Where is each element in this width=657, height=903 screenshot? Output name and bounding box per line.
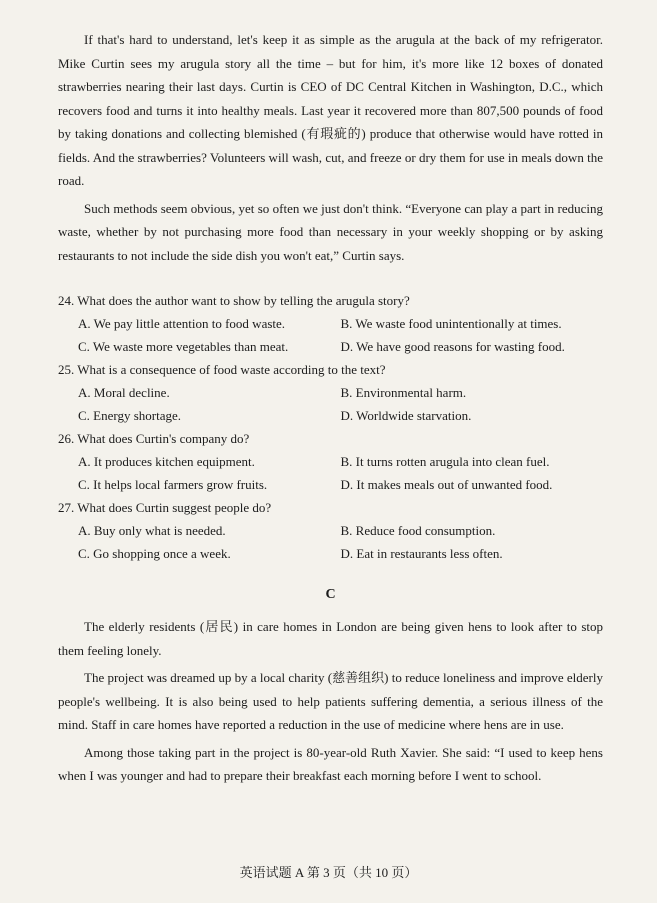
questions-block	[58, 289, 603, 565]
option-b: B. We waste food unintentionally at times.	[340, 316, 562, 331]
option-row	[58, 450, 603, 473]
option-d: D. We have good reasons for wasting food.	[340, 339, 565, 354]
option-d: D. Worldwide starvation.	[340, 408, 472, 423]
question-26	[58, 427, 603, 496]
option-row	[58, 381, 603, 404]
page-content	[58, 28, 603, 792]
passage-paragraph: Such methods seem obvious, yet so often we just don't think. “Everyone can play a part in reducing waste, whether by not purchasing more food than necessary in your weekly shopping or by asking restaurants to not include the side dish you won't eat,” Curtin says.	[58, 200, 603, 263]
option-b: B. Reduce food consumption.	[340, 523, 496, 538]
option-row	[58, 404, 603, 427]
option-c: C. We waste more vegetables than meat.	[78, 339, 289, 354]
option-a: A. We pay little attention to food waste.	[78, 316, 286, 331]
section-heading: C	[325, 587, 336, 602]
option-row	[58, 542, 603, 565]
option-row	[58, 519, 603, 542]
question-25	[58, 358, 603, 427]
option-a: A. Buy only what is needed.	[78, 523, 226, 538]
question-27	[58, 496, 603, 565]
option-b: B. Environmental harm.	[340, 385, 467, 400]
question-24	[58, 289, 603, 358]
option-d: D. It makes meals out of unwanted food.	[340, 477, 553, 492]
option-row	[58, 312, 603, 335]
passage-paragraph: The elderly residents (居民) in care homes in London are being given hens to look after to stop them feeling lonely.	[58, 619, 603, 658]
passage-paragraph: Among those taking part in the project is 80-year-old Ruth Xavier. She said: “I used to keep hens when I was younger and had to prepare their breakfast each morning before I went to school.	[58, 744, 603, 783]
question-stem: 27. What does Curtin suggest people do?	[58, 500, 272, 515]
spacer	[58, 271, 603, 289]
question-stem: 24. What does the author want to show by telling the arugula story?	[58, 293, 410, 308]
passage-c	[58, 615, 603, 788]
option-b: B. It turns rotten arugula into clean fuel.	[340, 454, 550, 469]
question-stem: 26. What does Curtin's company do?	[58, 431, 250, 446]
option-row	[58, 473, 603, 496]
option-c: C. It helps local farmers grow fruits.	[78, 477, 268, 492]
page-footer: 英语试题 A 第 3 页（共 10 页）	[239, 865, 418, 880]
option-row	[58, 335, 603, 358]
option-a: A. It produces kitchen equipment.	[78, 454, 255, 469]
option-c: C. Go shopping once a week.	[78, 546, 231, 561]
option-c: C. Energy shortage.	[78, 408, 182, 423]
passage-paragraph: The project was dreamed up by a local charity (慈善组织) to reduce loneliness and improve elderly people's wellbeing. It is also being used to help patients suffering dementia, a serious illness of the mind. Staff in care homes have reported a reduction in the use of medicine where hens are in use.	[58, 670, 603, 732]
option-a: A. Moral decline.	[78, 385, 170, 400]
passage-b-continuation	[58, 28, 603, 267]
passage-paragraph: If that's hard to understand, let's keep it as simple as the arugula at the back of my refrigerator. Mike Curtin sees my arugula story all the time – but for him, it's more like 12 boxes of donated strawberries nearing their last days. Curtin is CEO of DC Central Kitchen in Washington, D.C., which recovers food and turns it into healthy meals. Last year it recovered more than 807,500 pounds of food by taking donations and collecting blemished (有瑕疵的) produce that otherwise would have rotted in fields. And the strawberries? Volunteers will wash, cut, and freeze or dry them for use in meals down the road.	[58, 32, 603, 188]
option-d: D. Eat in restaurants less often.	[340, 546, 503, 561]
question-stem: 25. What is a consequence of food waste according to the text?	[58, 362, 386, 377]
